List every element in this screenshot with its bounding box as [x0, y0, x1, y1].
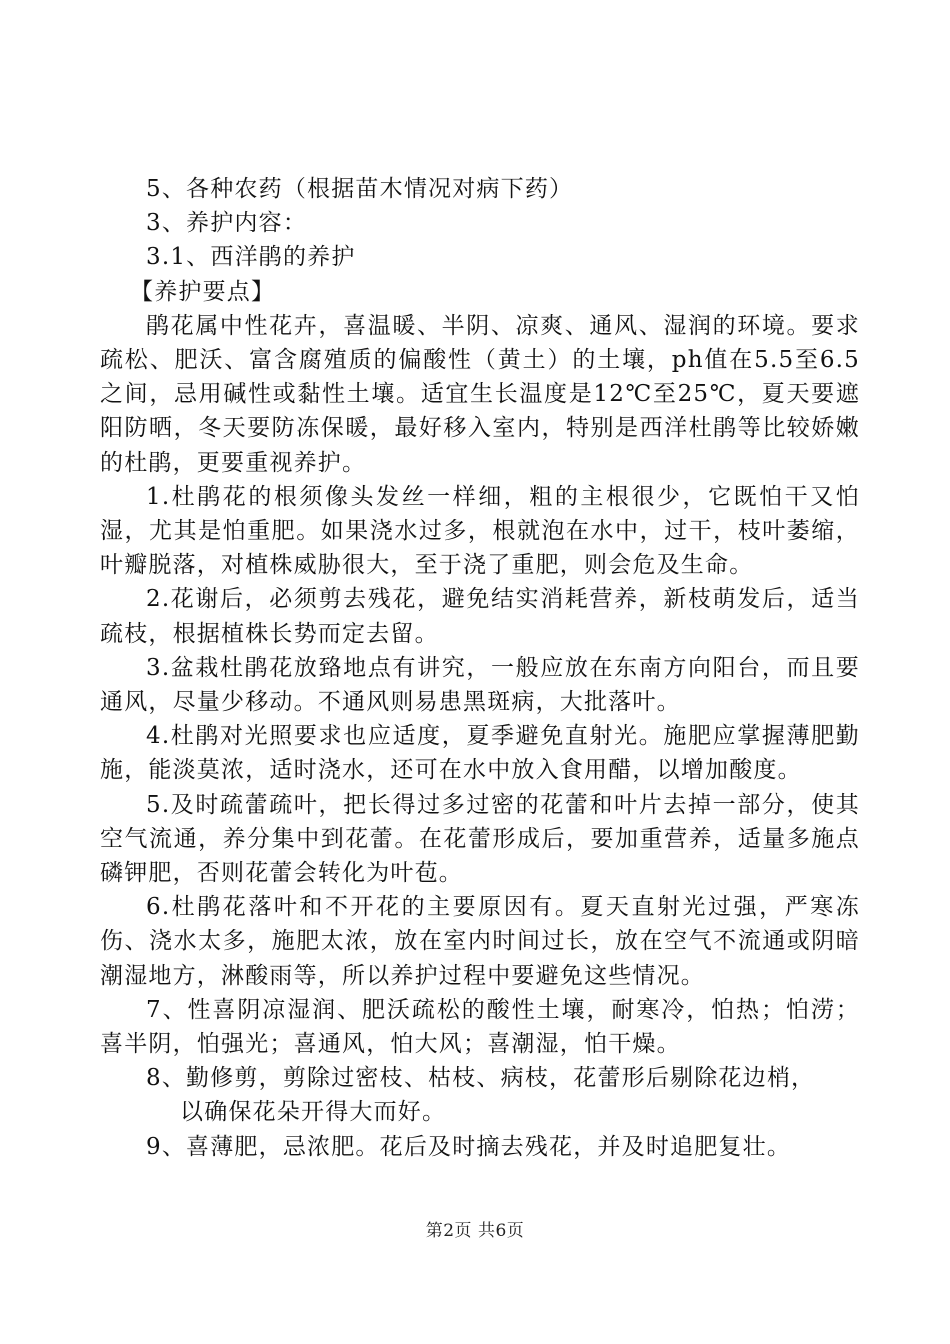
paragraph-item-2: 2.花谢后，必须剪去残花，避免结实消耗营养，新枝萌发后，适当疏枝，根据植株长势而定去留。 — [100, 586, 860, 647]
page-number-footer: 第2页 共6页 — [425, 1221, 525, 1241]
section-heading-maintenance: 3、养护内容： — [146, 210, 308, 237]
paragraph-item-6: 6.杜鹃花落叶和不开花的主要原因有。夏天直射光过强，严寒冻伤、浇水太多，施肥太浓，放在室内时间过长，放在空气不流通或阴暗潮湿地方，淋酸雨等，所以养护过程中要避免这些情况。 — [100, 894, 860, 989]
paragraph-item-3: 3.盆栽杜鹃花放臵地点有讲究，一般应放在东南方向阳台，而且要通风，尽量少移动。不通风则易患黑斑病，大批落叶。 — [100, 654, 860, 716]
paragraph-item-5: 5.及时疏蕾疏叶，把长得过多过密的花蕾和叶片去掉一部分，使其空气流通，养分集中到花蕾。在花蕾形成后，要加重营养，适量多施点磷钾肥，否则花蕾会转化为叶苞。 — [100, 791, 860, 887]
subsection-heading-azalea: 3.1、西洋鹃的养护 — [146, 244, 356, 271]
paragraph-item-9: 9、喜薄肥，忌浓肥。花后及时摘去残花，并及时追肥复壮。 — [146, 1133, 792, 1160]
paragraph-item-7: 7、性喜阴凉湿润、肥沃疏松的酸性土壤，耐寒冷，怕热；怕涝；喜半阴，怕强光；喜通风，怕大风；喜潮湿，怕干燥。 — [100, 996, 860, 1058]
paragraph-item-4: 4.杜鹃对光照要求也应适度，夏季避免直射光。施肥应掌握薄肥勤施，能淡莫浓，适时浇水，还可在水中放入食用醋，以增加酸度。 — [100, 723, 860, 784]
paragraph-pesticides: 5、各种农药（根据苗木情况对病下药） — [146, 176, 574, 202]
paragraph-item-1: 1.杜鹃花的根须像头发丝一样细，粗的主根很少，它既怕干又怕湿，尤其是怕重肥。如果浇水过多，根就泡在水中，过干，枝叶萎缩，叶瓣脱落，对植株威胁很大，至于浇了重肥，则会危及生命。 — [100, 483, 860, 579]
document-body — [100, 172, 860, 1164]
paragraph-item-8-continued: 以确保花朵开得大而好。 — [180, 1099, 447, 1126]
paragraph-intro: 鹃花属中性花卉，喜温暖、半阴、凉爽、通风、湿润的环境。要求疏松、肥沃、富含腐殖质的偏酸性（黄土）的土壤，ph值在5.5至6.5之间，忌用碱性或黏性土壤。适宜生长温度是12℃至25℃，夏天要遮阳防晒，冬天要防冻保暖，最好移入室内，特别是西洋杜鹃等比较娇嫩的杜鹃，更要重视养护。 — [100, 312, 860, 476]
paragraph-item-8: 8、勤修剪，剪除过密枝、枯枝、病枝，花蕾形后剔除花边梢， — [146, 1065, 816, 1092]
key-points-heading: 【养护要点】 — [130, 278, 276, 305]
